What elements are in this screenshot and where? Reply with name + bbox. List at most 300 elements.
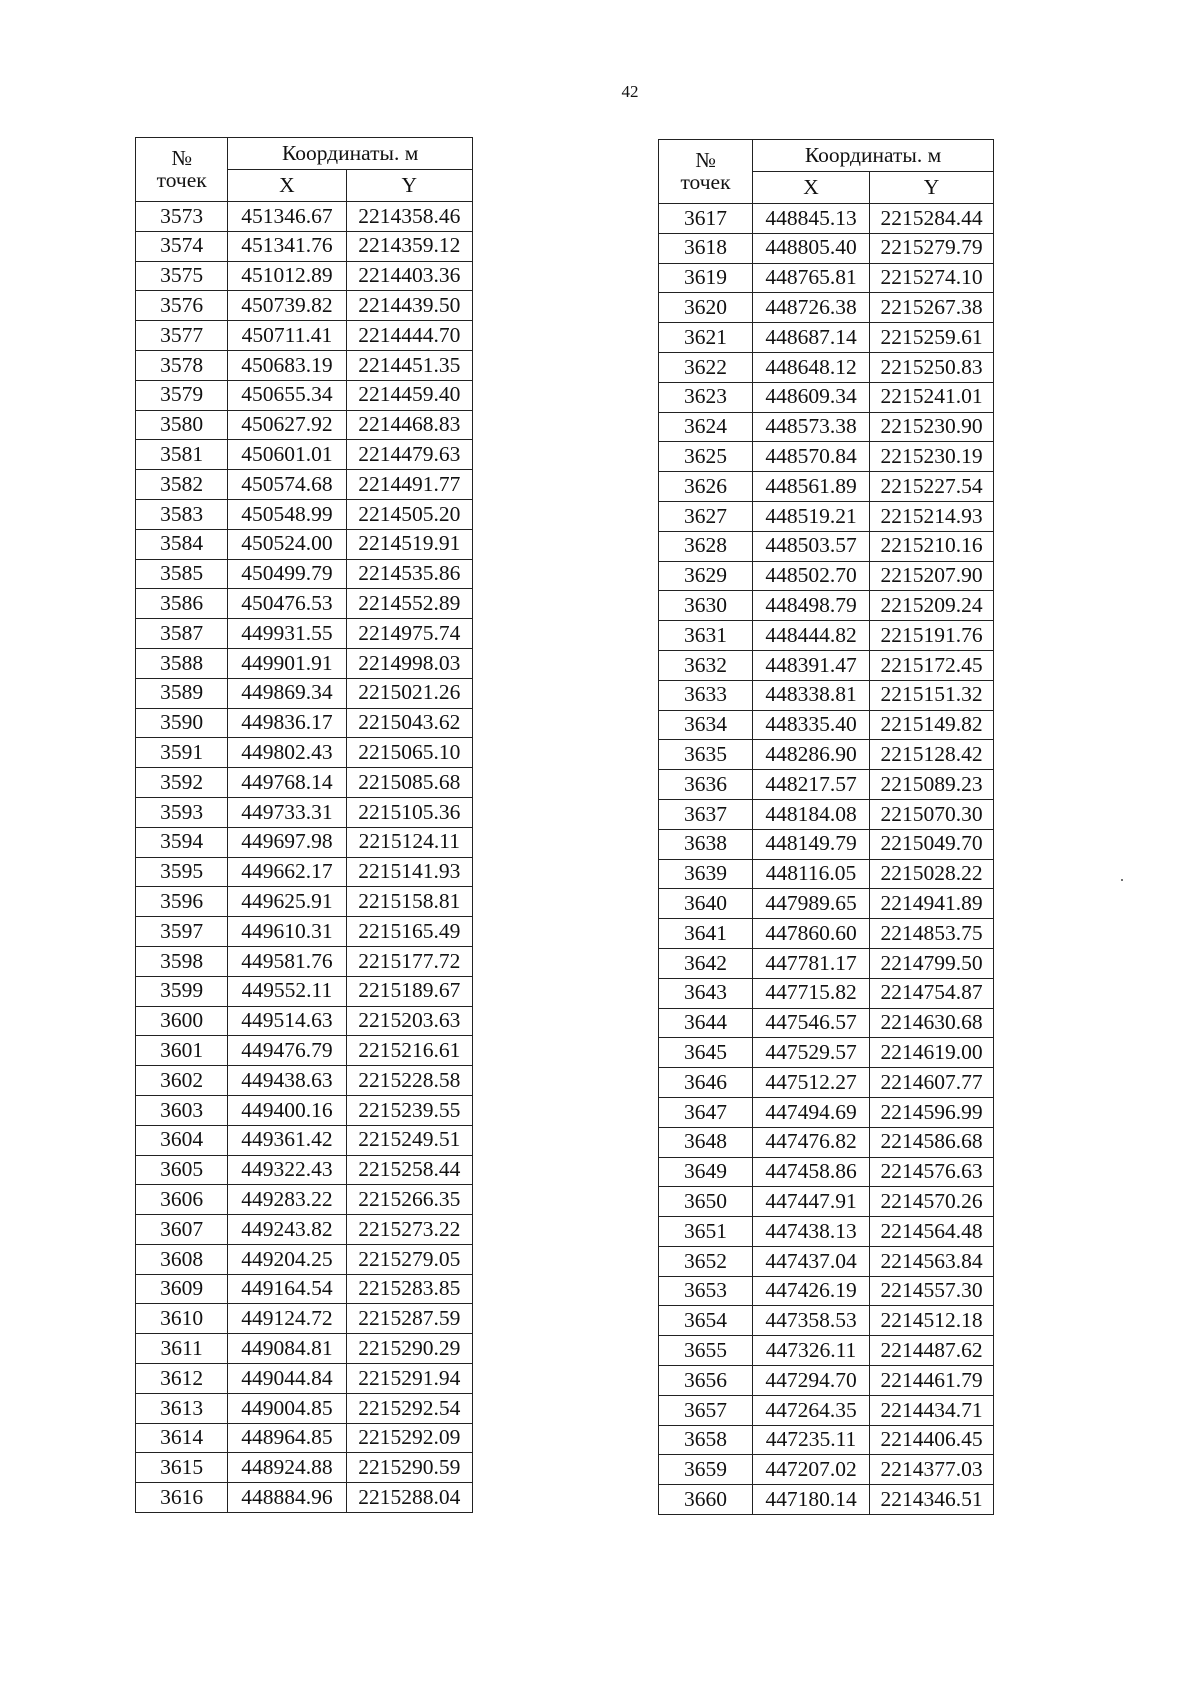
table-row [136,350,473,380]
table-row [659,501,994,531]
x-coordinate-cell: 448561.89 [753,472,870,502]
x-coordinate-cell: 449581.76 [228,946,346,976]
y-coordinate-cell: 2215273.22 [346,1215,472,1245]
table-row [659,1097,994,1127]
x-coordinate-cell: 447458.86 [753,1157,870,1187]
points-label: точек [680,169,731,194]
x-coordinate-cell: 449124.72 [228,1304,346,1334]
x-coordinate-cell: 447326.11 [753,1336,870,1366]
point-number-cell: 3612 [136,1364,228,1394]
x-coordinate-cell: 448503.57 [753,531,870,561]
x-coordinate-cell: 450739.82 [228,291,346,321]
point-number-cell: 3601 [136,1036,228,1066]
y-coordinate-cell: 2215274.10 [870,263,994,293]
point-number-cell: 3588 [136,648,228,678]
y-coordinate-cell: 2215207.90 [870,561,994,591]
x-coordinate-cell: 447529.57 [753,1038,870,1068]
table-row [136,797,473,827]
point-number-cell: 3590 [136,708,228,738]
table-row [136,1155,473,1185]
table-row [659,829,994,859]
point-number-cell: 3640 [659,889,753,919]
table-row [136,529,473,559]
table-row [136,1334,473,1364]
y-coordinate-cell: 2214557.30 [870,1276,994,1306]
x-coordinate-cell: 449836.17 [228,708,346,738]
x-coordinate-cell: 447860.60 [753,919,870,949]
x-coordinate-cell: 448570.84 [753,442,870,472]
point-number-header [136,138,228,202]
y-coordinate-cell: 2215214.93 [870,501,994,531]
point-number-cell: 3629 [659,561,753,591]
x-coordinate-cell: 449931.55 [228,619,346,649]
y-coordinate-cell: 2215287.59 [346,1304,472,1334]
table-row [659,412,994,442]
x-coordinate-cell: 448884.96 [228,1483,346,1513]
point-number-cell: 3595 [136,857,228,887]
table-row [659,204,994,234]
y-coordinate-cell: 2214853.75 [870,919,994,949]
x-coordinate-cell: 449044.84 [228,1364,346,1394]
table-row [136,976,473,1006]
x-coordinate-cell: 447207.02 [753,1455,870,1485]
x-coordinate-cell: 449802.43 [228,738,346,768]
x-coordinate-cell: 449610.31 [228,917,346,947]
y-coordinate-cell: 2214799.50 [870,948,994,978]
point-number-cell: 3618 [659,233,753,263]
point-number-cell: 3614 [136,1423,228,1453]
y-coordinate-cell: 2214403.36 [346,261,472,291]
y-coordinate-cell: 2215189.67 [346,976,472,1006]
y-coordinate-cell: 2214505.20 [346,499,472,529]
y-coordinate-cell: 2214975.74 [346,619,472,649]
point-number-cell: 3603 [136,1095,228,1125]
y-coordinate-cell: 2214451.35 [346,350,472,380]
x-coordinate-cell: 449322.43 [228,1155,346,1185]
x-column-header: X [228,170,346,202]
x-coordinate-cell: 450524.00 [228,529,346,559]
y-coordinate-cell: 2215230.19 [870,442,994,472]
x-coordinate-cell: 447438.13 [753,1217,870,1247]
point-number-cell: 3644 [659,1008,753,1038]
x-coordinate-cell: 447715.82 [753,978,870,1008]
x-coordinate-cell: 448502.70 [753,561,870,591]
point-number-cell: 3613 [136,1393,228,1423]
x-coordinate-cell: 447180.14 [753,1485,870,1515]
point-number-cell: 3655 [659,1336,753,1366]
point-number-cell: 3608 [136,1244,228,1274]
table-row [136,559,473,589]
x-coordinate-cell: 448845.13 [753,204,870,234]
y-coordinate-cell: 2215249.51 [346,1125,472,1155]
table-row [659,859,994,889]
point-number-cell: 3639 [659,859,753,889]
table-row [136,291,473,321]
point-number-cell: 3587 [136,619,228,649]
y-coordinate-cell: 2215227.54 [870,472,994,502]
table-row [659,710,994,740]
table-row [136,321,473,351]
point-number-cell: 3606 [136,1185,228,1215]
coordinates-table-right [658,139,994,1515]
table-row [136,946,473,976]
x-coordinate-cell: 448573.38 [753,412,870,442]
point-number-cell: 3652 [659,1246,753,1276]
y-coordinate-cell: 2215065.10 [346,738,472,768]
point-number-cell: 3585 [136,559,228,589]
table-row [659,591,994,621]
y-coordinate-cell: 2214535.86 [346,559,472,589]
table-row [136,1006,473,1036]
y-coordinate-cell: 2214346.51 [870,1485,994,1515]
point-number-cell: 3615 [136,1453,228,1483]
points-label: точек [156,167,207,192]
x-coordinate-cell: 450627.92 [228,410,346,440]
y-coordinate-cell: 2215288.04 [346,1483,472,1513]
table-row [136,1483,473,1513]
y-coordinate-cell: 2215258.44 [346,1155,472,1185]
table-row [136,1215,473,1245]
point-number-cell: 3636 [659,770,753,800]
y-coordinate-cell: 2215284.44 [870,204,994,234]
table-row [136,887,473,917]
table-row [659,352,994,382]
table-row [659,1008,994,1038]
y-coordinate-cell: 2215228.58 [346,1066,472,1096]
table-row [659,978,994,1008]
table-row [659,1306,994,1336]
y-coordinate-cell: 2214570.26 [870,1187,994,1217]
y-coordinate-cell: 2215279.05 [346,1244,472,1274]
table-row [136,380,473,410]
x-coordinate-cell: 449869.34 [228,678,346,708]
y-coordinate-cell: 2215043.62 [346,708,472,738]
x-coordinate-cell: 447235.11 [753,1425,870,1455]
y-coordinate-cell: 2214434.71 [870,1395,994,1425]
point-number-cell: 3645 [659,1038,753,1068]
x-coordinate-cell: 448286.90 [753,740,870,770]
x-coordinate-cell: 448519.21 [753,501,870,531]
coordinates-table-left [135,137,473,1513]
table-row [136,410,473,440]
table-row [659,919,994,949]
point-number-cell: 3610 [136,1304,228,1334]
table-row [136,1036,473,1066]
table-row [136,1066,473,1096]
point-number-cell: 3650 [659,1187,753,1217]
point-number-cell: 3625 [659,442,753,472]
point-number-cell: 3627 [659,501,753,531]
table-row [659,263,994,293]
table-row [659,1187,994,1217]
table-row [659,1425,994,1455]
y-coordinate-cell: 2214596.99 [870,1097,994,1127]
x-coordinate-cell: 449204.25 [228,1244,346,1274]
table-row [659,1217,994,1247]
point-number-cell: 3598 [136,946,228,976]
y-coordinate-cell: 2214377.03 [870,1455,994,1485]
x-coordinate-cell: 447358.53 [753,1306,870,1336]
table-row [659,1127,994,1157]
x-coordinate-cell: 449243.82 [228,1215,346,1245]
y-coordinate-cell: 2214468.83 [346,410,472,440]
y-coordinate-cell: 2214444.70 [346,321,472,351]
y-coordinate-cell: 2215283.85 [346,1274,472,1304]
y-coordinate-cell: 2215021.26 [346,678,472,708]
point-number-cell: 3630 [659,591,753,621]
point-number-cell: 3581 [136,440,228,470]
point-number-cell: 3634 [659,710,753,740]
y-coordinate-cell: 2214564.48 [870,1217,994,1247]
x-coordinate-cell: 449768.14 [228,768,346,798]
x-coordinate-cell: 449164.54 [228,1274,346,1304]
table-row [659,1038,994,1068]
point-number-cell: 3616 [136,1483,228,1513]
x-coordinate-cell: 448609.34 [753,382,870,412]
point-number-cell: 3611 [136,1334,228,1364]
table-row [136,1304,473,1334]
x-coordinate-cell: 449084.81 [228,1334,346,1364]
table-row [136,1095,473,1125]
x-coordinate-cell: 448444.82 [753,621,870,651]
y-coordinate-cell: 2215279.79 [870,233,994,263]
point-number-cell: 3582 [136,470,228,500]
y-coordinate-cell: 2215210.16 [870,531,994,561]
x-coordinate-cell: 448687.14 [753,323,870,353]
coordinates-header: Координаты. м [228,138,473,170]
point-number-cell: 3641 [659,919,753,949]
point-number-cell: 3648 [659,1127,753,1157]
point-number-cell: 3647 [659,1097,753,1127]
y-coordinate-cell: 2215070.30 [870,799,994,829]
x-coordinate-cell: 449733.31 [228,797,346,827]
x-coordinate-cell: 451012.89 [228,261,346,291]
x-coordinate-cell: 451346.67 [228,202,346,232]
point-number-cell: 3658 [659,1425,753,1455]
y-coordinate-cell: 2214552.89 [346,589,472,619]
point-number-cell: 3631 [659,621,753,651]
table-row [659,1395,994,1425]
point-number-cell: 3586 [136,589,228,619]
number-sign-label: № [171,146,192,170]
x-coordinate-cell: 449361.42 [228,1125,346,1155]
table-row [659,680,994,710]
y-coordinate-cell: 2214754.87 [870,978,994,1008]
y-coordinate-cell: 2215028.22 [870,859,994,889]
x-column-header: X [753,172,870,204]
y-coordinate-cell: 2215216.61 [346,1036,472,1066]
y-coordinate-cell: 2215292.54 [346,1393,472,1423]
y-coordinate-cell: 2215209.24 [870,591,994,621]
x-coordinate-cell: 449400.16 [228,1095,346,1125]
point-number-cell: 3624 [659,412,753,442]
table-row [136,1125,473,1155]
y-coordinate-cell: 2215124.11 [346,827,472,857]
point-number-cell: 3619 [659,263,753,293]
y-coordinate-cell: 2215239.55 [346,1095,472,1125]
point-number-cell: 3623 [659,382,753,412]
y-coordinate-cell: 2215250.83 [870,352,994,382]
table-row [659,442,994,472]
x-coordinate-cell: 449625.91 [228,887,346,917]
point-number-cell: 3597 [136,917,228,947]
scan-speck [1121,879,1123,881]
y-coordinate-cell: 2215141.93 [346,857,472,887]
table-row [659,1336,994,1366]
table-row [659,650,994,680]
table-row [136,440,473,470]
x-coordinate-cell: 447494.69 [753,1097,870,1127]
y-coordinate-cell: 2214359.12 [346,231,472,261]
x-coordinate-cell: 449697.98 [228,827,346,857]
table-row [136,1453,473,1483]
y-coordinate-cell: 2214439.50 [346,291,472,321]
table-row [136,470,473,500]
point-number-cell: 3638 [659,829,753,859]
x-coordinate-cell: 448116.05 [753,859,870,889]
table-row [659,382,994,412]
table-row [659,799,994,829]
y-coordinate-cell: 2215151.32 [870,680,994,710]
table-row [659,531,994,561]
table-row [136,708,473,738]
y-column-header: Y [870,172,994,204]
y-coordinate-cell: 2215089.23 [870,770,994,800]
x-coordinate-cell: 449662.17 [228,857,346,887]
point-number-cell: 3653 [659,1276,753,1306]
y-coordinate-cell: 2214998.03 [346,648,472,678]
table-row [136,1185,473,1215]
y-coordinate-cell: 2215230.90 [870,412,994,442]
y-coordinate-cell: 2214586.68 [870,1127,994,1157]
x-coordinate-cell: 448726.38 [753,293,870,323]
table-row [136,857,473,887]
x-coordinate-cell: 448964.85 [228,1423,346,1453]
table-row [136,1274,473,1304]
point-number-cell: 3594 [136,827,228,857]
y-coordinate-cell: 2214461.79 [870,1366,994,1396]
y-coordinate-cell: 2214576.63 [870,1157,994,1187]
x-coordinate-cell: 449476.79 [228,1036,346,1066]
x-coordinate-cell: 448498.79 [753,591,870,621]
y-coordinate-cell: 2215259.61 [870,323,994,353]
y-coordinate-cell: 2214487.62 [870,1336,994,1366]
y-coordinate-cell: 2214607.77 [870,1068,994,1098]
point-number-cell: 3573 [136,202,228,232]
point-number-cell: 3654 [659,1306,753,1336]
page-number: 42 [621,82,639,101]
x-coordinate-cell: 447447.91 [753,1187,870,1217]
y-coordinate-cell: 2215128.42 [870,740,994,770]
table-row [659,472,994,502]
table-row [659,770,994,800]
table-row [659,1455,994,1485]
x-coordinate-cell: 448338.81 [753,680,870,710]
point-number-cell: 3575 [136,261,228,291]
x-coordinate-cell: 448217.57 [753,770,870,800]
y-coordinate-cell: 2215165.49 [346,917,472,947]
table-row [659,1485,994,1515]
x-coordinate-cell: 450655.34 [228,380,346,410]
point-number-cell: 3642 [659,948,753,978]
point-number-cell: 3579 [136,380,228,410]
table-row [659,323,994,353]
y-coordinate-cell: 2214619.00 [870,1038,994,1068]
x-coordinate-cell: 450711.41 [228,321,346,351]
point-number-cell: 3635 [659,740,753,770]
table-row [136,231,473,261]
y-coordinate-cell: 2214519.91 [346,529,472,559]
table-row [659,948,994,978]
x-coordinate-cell: 447437.04 [753,1246,870,1276]
point-number-cell: 3646 [659,1068,753,1098]
x-coordinate-cell: 447989.65 [753,889,870,919]
x-coordinate-cell: 448805.40 [753,233,870,263]
point-number-cell: 3591 [136,738,228,768]
y-coordinate-cell: 2214491.77 [346,470,472,500]
table-row [136,589,473,619]
point-number-cell: 3656 [659,1366,753,1396]
y-coordinate-cell: 2215266.35 [346,1185,472,1215]
table-row [659,1068,994,1098]
table-row [136,648,473,678]
x-coordinate-cell: 449514.63 [228,1006,346,1036]
point-number-cell: 3651 [659,1217,753,1247]
point-number-cell: 3593 [136,797,228,827]
point-number-cell: 3580 [136,410,228,440]
x-coordinate-cell: 447264.35 [753,1395,870,1425]
y-coordinate-cell: 2215177.72 [346,946,472,976]
y-coordinate-cell: 2214358.46 [346,202,472,232]
x-coordinate-cell: 447426.19 [753,1276,870,1306]
y-coordinate-cell: 2215105.36 [346,797,472,827]
x-coordinate-cell: 448391.47 [753,650,870,680]
table-row [136,619,473,649]
y-coordinate-cell: 2215267.38 [870,293,994,323]
point-number-cell: 3583 [136,499,228,529]
point-number-cell: 3622 [659,352,753,382]
table-row [136,827,473,857]
table-row [659,293,994,323]
point-number-cell: 3602 [136,1066,228,1096]
x-coordinate-cell: 449004.85 [228,1393,346,1423]
x-coordinate-cell: 449901.91 [228,648,346,678]
y-coordinate-cell: 2215085.68 [346,768,472,798]
table-row [136,678,473,708]
x-coordinate-cell: 447476.82 [753,1127,870,1157]
point-number-cell: 3600 [136,1006,228,1036]
x-coordinate-cell: 448335.40 [753,710,870,740]
point-number-cell: 3659 [659,1455,753,1485]
point-number-cell: 3628 [659,531,753,561]
point-number-header [659,140,753,204]
table-row [659,1276,994,1306]
point-number-cell: 3607 [136,1215,228,1245]
x-coordinate-cell: 448648.12 [753,352,870,382]
table-row [659,1246,994,1276]
y-coordinate-cell: 2215292.09 [346,1423,472,1453]
table-row [659,561,994,591]
point-number-cell: 3617 [659,204,753,234]
point-number-cell: 3574 [136,231,228,261]
y-coordinate-cell: 2215158.81 [346,887,472,917]
x-coordinate-cell: 450476.53 [228,589,346,619]
table-row [136,1393,473,1423]
point-number-cell: 3633 [659,680,753,710]
x-coordinate-cell: 449552.11 [228,976,346,1006]
x-coordinate-cell: 447512.27 [753,1068,870,1098]
table-row [659,1366,994,1396]
